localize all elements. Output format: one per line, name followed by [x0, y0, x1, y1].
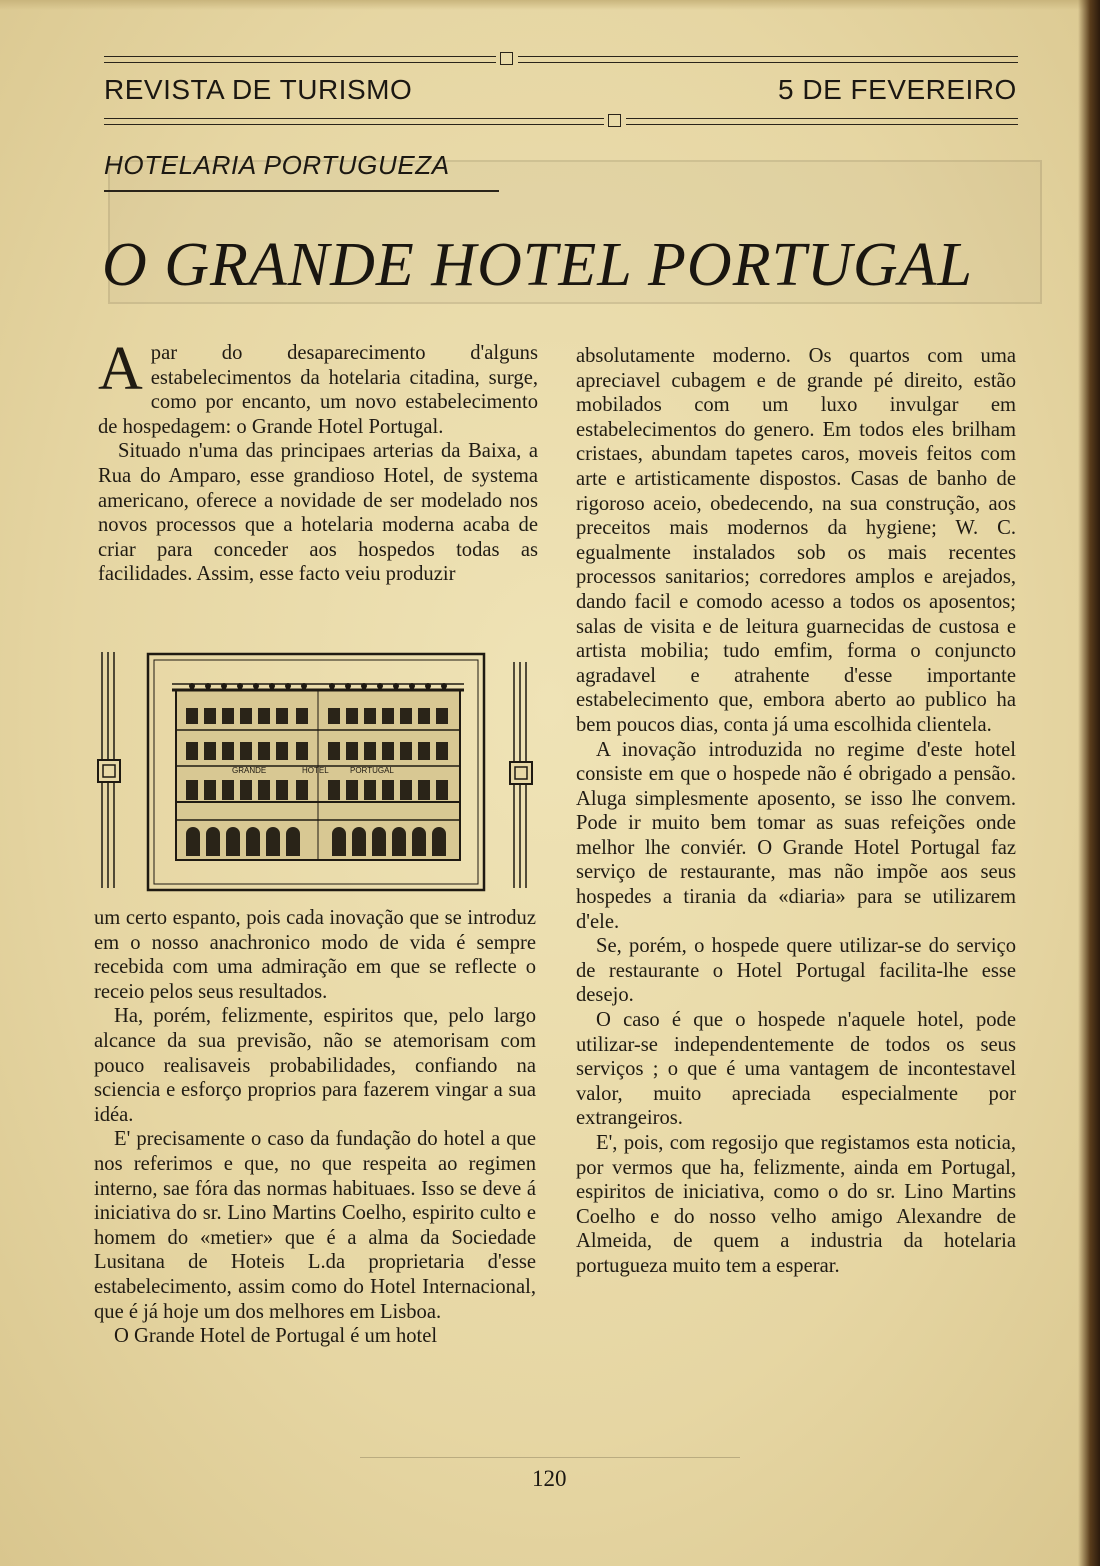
article-paragraph: Ha, porém, felizmente, espiritos que, pelo largo alcance da sua previsão, não se atemorisam com pouco realisaveis probabilidades, confiando na sciencia e esforço proprios para fazerem vingar a sua idéa. [94, 1005, 536, 1126]
article-column-1-bottom [94, 906, 536, 1349]
hotel-illustration [96, 652, 540, 892]
issue-date: 5 DE FEVEREIRO [778, 74, 1017, 105]
article-paragraph: E' precisamente o caso da fundação do hotel a que nos referimos e que, no que respeita ao regimen interno, sae fóra das normas habituaes. Isso se deve á iniciativa do sr. Lino Martins Coelho, espirito culto e homem do «metier» que é a alma da Sociedade Lusitana de Hoteis L.da proprietaria d'esse estabelecimento, assim como do Hotel Internacional, que é já hoje um dos melhores em Lisboa. [94, 1128, 536, 1323]
article-paragraph: A inovação introduzida no regime d'este hotel consiste em que o hospede não é obrigado a pensão. Aluga simplesmente aposento, se isso lhe convem. Pode ir muito bem tomar as suas refeições onde melhor lhe conviér. O Grande Hotel Portugal faz serviço de restaurante, mas não impõe aos seus hospedes a tirania da «diaria» para se utilizarem d'ele. [576, 738, 1016, 933]
header-rule-bottom-left [104, 118, 604, 125]
article-column-2 [576, 344, 1016, 1279]
header-rule-top-left [104, 56, 496, 63]
hotel-sign-left: GRANDE [232, 766, 267, 775]
hotel-sign-middle: HOTEL [302, 766, 329, 775]
header-rule-ornament-top [500, 52, 513, 65]
header-rule-bottom-right [626, 118, 1018, 125]
footer-divider [360, 1457, 740, 1458]
paragraph-text: par do desaparecimento d'alguns estabelecimentos da hotelaria citadina, surge, como por encanto, um novo estabelecimento de hospedagem: o Grande Hotel Portugal. [98, 342, 538, 438]
header-rule-ornament-bottom [608, 114, 621, 127]
article-headline: O GRANDE HOTEL PORTUGAL [102, 231, 973, 299]
article-paragraph: um certo espanto, pois cada inovação que se introduz em o nosso anachronico modo de vida é sempre recebida com uma admiração em que se reflecte o receio pelos seus resultados. [94, 907, 536, 1003]
header-rule-top-right [518, 56, 1018, 63]
page-top-edge [0, 0, 1100, 10]
page-binding-edge [1078, 0, 1100, 1566]
page-number: 120 [532, 1466, 567, 1491]
article-paragraph [98, 335, 538, 439]
drop-cap: A [98, 335, 143, 403]
article-paragraph: absolutamente moderno. Os quartos com uma apreciavel cubagem e de grande pé direito, estão mobilados com um luxo invulgar em estabelecimentos do genero. Em todos eles brilham cristaes, abundam tapetes caros, moveis feitos com arte e artisticamente dispostos. Casas de banho de rigoroso aceio, obedecendo, na sua construção, aos preceitos mais modernos da hygiene; W. C. egualmente instalados sob os mais recentes processos sanitarios; corredores amplos e arejados, dando facil e comodo acesso a todos os aposentos; salas de visita e de leitura guarnecidas de custosa e artista mobilia; tudo emfim, forma o conjuncto agradavel e atrahente d'esse importante estabelecimento que, embora aberto ao publico ha bem poucos dias, conta já uma escolhida clientela. [576, 345, 1016, 736]
section-underline [104, 190, 499, 192]
section-title: HOTELARIA PORTUGUEZA [104, 150, 450, 180]
magazine-title: REVISTA DE TURISMO [104, 74, 413, 105]
article-paragraph: Situado n'uma das principaes arterias da Baixa, a Rua do Amparo, esse grandioso Hotel, de systema americano, oferece a novidade de ser modelado nos novos processos que a hotelaria moderna acaba de criar para conceder aos hospedos todas as facilidades. Assim, esse facto veiu produzir [98, 440, 538, 586]
article-paragraph: O caso é que o hospede n'aquele hotel, pode utilizar-se independentemente de todos os seus serviços ; o que é uma vantagem de incontestavel valor, muito apreciada especialmente por extrangeiros. [576, 1009, 1016, 1130]
article-column-1-top [98, 335, 538, 587]
hotel-sign-right: PORTUGAL [350, 766, 394, 775]
article-paragraph: E', pois, com regosijo que registamos esta noticia, por vermos que ha, felizmente, ainda em Portugal, espiritos de iniciativa, como o do sr. Lino Martins Coelho e do nosso velho amigo Alexandre de Almeida, de quem a industria da hotelaria portugueza muito tem a esperar. [576, 1132, 1016, 1277]
article-paragraph: Se, porém, o hospede quere utilizar-se do serviço de restaurante o Hotel Portugal facilita-lhe esse desejo. [576, 935, 1016, 1007]
article-paragraph: O Grande Hotel de Portugal é um hotel [114, 1325, 438, 1348]
